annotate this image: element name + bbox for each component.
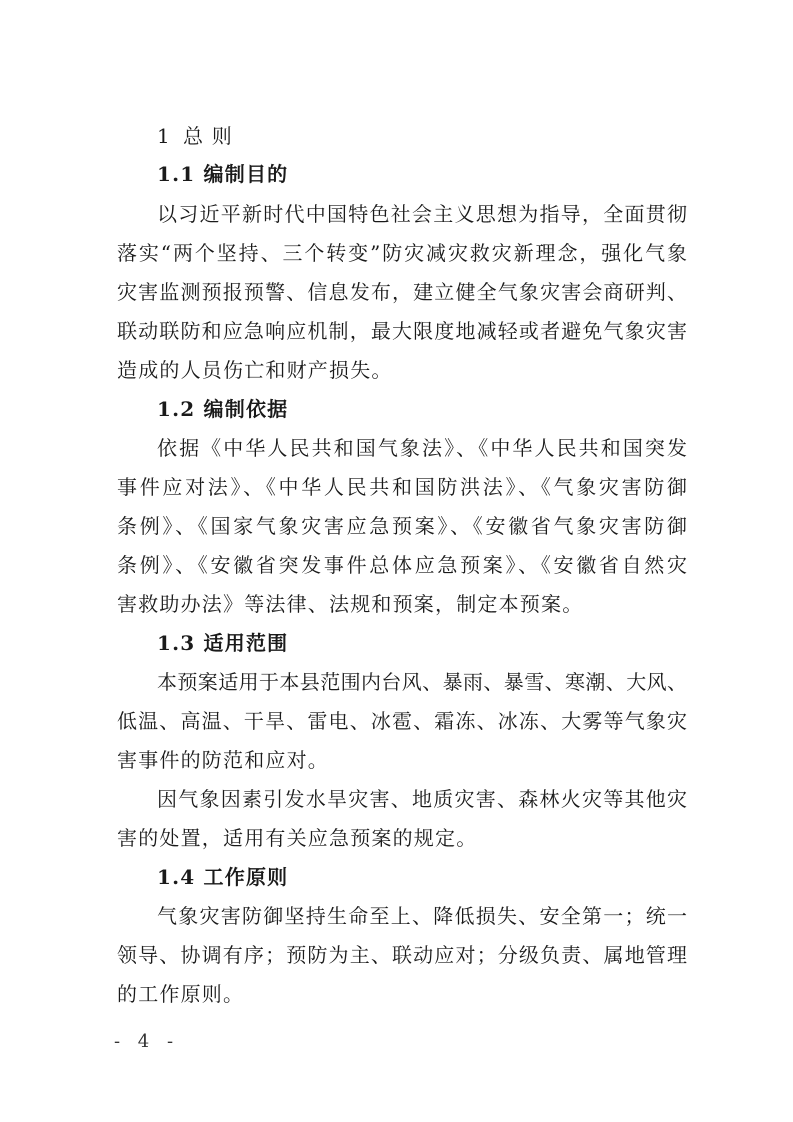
paragraph-line: 低温、高温、干旱、雷电、冰雹、霜冻、冰冻、大雾等气象灾: [117, 709, 687, 733]
paragraph-line: 害事件的防范和应对。: [117, 748, 329, 772]
chapter-title: [157, 118, 727, 154]
paragraph-line: 因气象因素引发水旱灾害、地质灾害、森林火灾等其他灾: [157, 787, 687, 811]
section-heading-1-4: 1.4 工作原则: [157, 865, 289, 889]
paragraph-line: 联动联防和应急响应机制，最大限度地减轻或者避免气象灾害: [117, 319, 687, 343]
paragraph-line: 依据《中华人民共和国气象法》、《中华人民共和国突发: [157, 436, 687, 460]
paragraph-line: 领导、协调有序；预防为主、联动应对；分级负责、属地管理: [117, 943, 687, 967]
paragraph-line: 造成的人员伤亡和财产损失。: [117, 358, 393, 382]
paragraph-line: 事件应对法》、《中华人民共和国防洪法》、《气象灾害防御: [117, 475, 687, 499]
paragraph-line: 条例》、《国家气象灾害应急预案》、《安徽省气象灾害防御: [117, 514, 687, 538]
paragraph-line: 害救助办法》等法律、法规和预案，制定本预案。: [117, 592, 584, 616]
paragraph-line: 本预案适用于本县范围内台风、暴雨、暴雪、寒潮、大风、: [157, 670, 687, 694]
section-heading-1-2: 1.2 编制依据: [157, 397, 289, 421]
chapter-number: 1: [157, 124, 171, 148]
paragraph-line: 的工作原则。: [117, 982, 245, 1006]
paragraph-line: 气象灾害防御坚持生命至上、降低损失、安全第一；统一: [157, 904, 687, 928]
section-heading-1-1: 1.1 编制目的: [157, 162, 289, 186]
chapter-title-text: 总 则: [182, 124, 233, 148]
paragraph-line: 落实“两个坚持、三个转变”防灾减灾救灾新理念，强化气象: [117, 241, 687, 265]
paragraph-line: 灾害监测预报预警、信息发布，建立健全气象灾害会商研判、: [117, 280, 687, 304]
paragraph-line: 以习近平新时代中国特色社会主义思想为指导，全面贯彻: [157, 202, 687, 226]
paragraph-line: 害的处置，适用有关应急预案的规定。: [117, 826, 478, 850]
paragraph-line: 条例》、《安徽省突发事件总体应急预案》、《安徽省自然灾: [117, 553, 687, 577]
section-heading-1-3: 1.3 适用范围: [157, 631, 289, 655]
page-number: - 4 -: [114, 1031, 180, 1052]
